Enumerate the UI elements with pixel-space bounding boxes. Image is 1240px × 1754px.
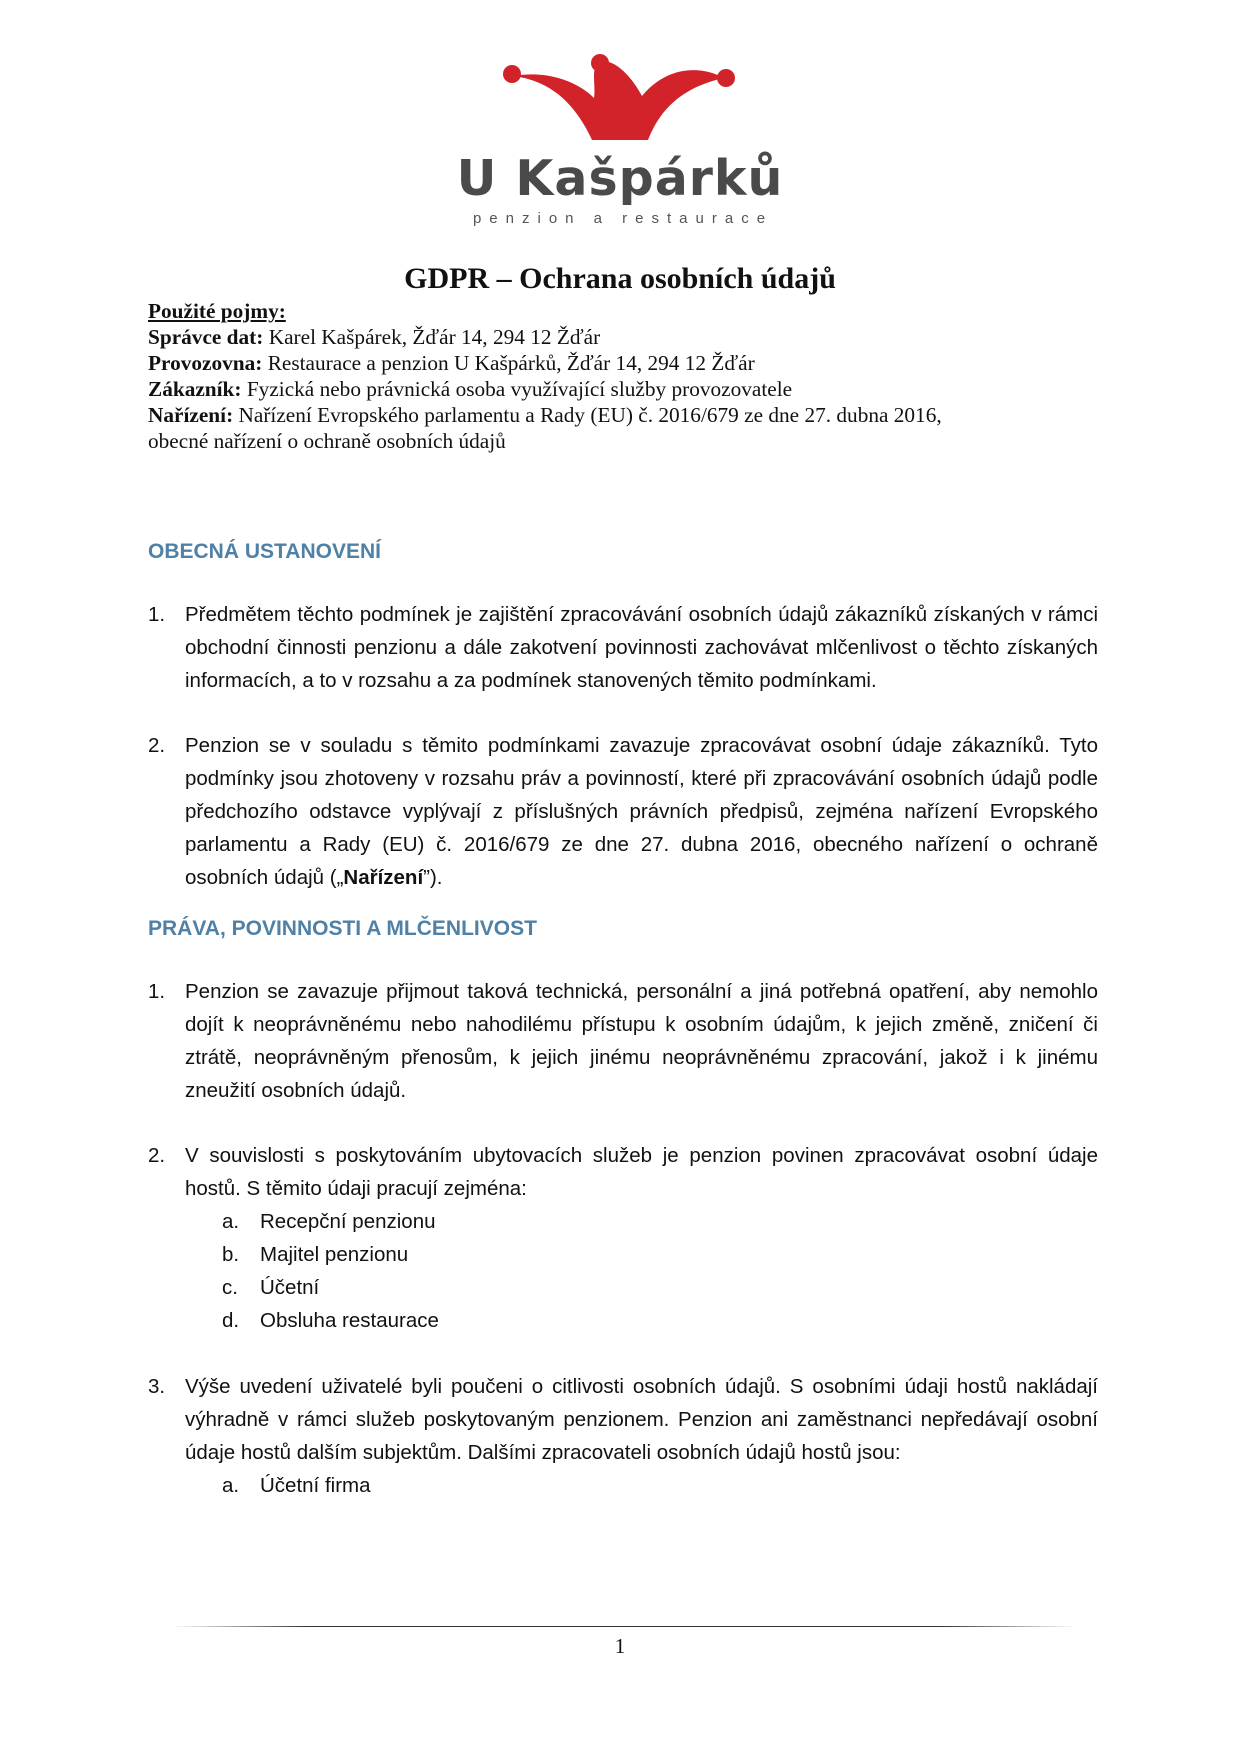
sub-list-item: c. Účetní — [222, 1276, 320, 1299]
jester-hat-icon — [500, 52, 740, 147]
list-item — [148, 1139, 1098, 1205]
item-number: 1. — [148, 980, 166, 1003]
list-item — [148, 1370, 1098, 1469]
footer-divider — [172, 1626, 1076, 1627]
sub-list-item: a. Účetní firma — [222, 1474, 371, 1497]
item-text: Výše uvedení uživatelé byli poučeni o citlivosti osobních údajů. S osobními údaji hostů nakládají výhradně v rámci služeb poskytovaným penzionem. Penzion ani zaměstnanci nepředávají osobní údaje hostů dalším subjektům. Dalšími zpracovateli osobních údajů hostů jsou: — [185, 1375, 1098, 1464]
item-number: 2. — [148, 1144, 166, 1167]
company-logo — [0, 52, 1240, 242]
item-text: V souvislosti s poskytováním ubytovacích služeb je penzion povinen zpracovávat osobní údaje hostů. S těmito údaji pracují zejména: — [185, 1144, 1098, 1200]
logo-tagline: penzion a restaurace — [472, 210, 774, 227]
sub-list-item: d. Obsluha restaurace — [222, 1309, 439, 1332]
sub-list-item: b. Majitel penzionu — [222, 1243, 409, 1266]
definitions-heading: Použité pojmy: — [148, 299, 286, 323]
definition-term: Zákazník: — [148, 377, 242, 401]
definition-term: Nařízení: — [148, 403, 234, 427]
definition-term: Provozovna: — [148, 351, 263, 375]
item-number: 3. — [148, 1375, 166, 1398]
definition-row — [148, 324, 1108, 350]
definition-term: Správce dat: — [148, 325, 264, 349]
item-text: Penzion se zavazuje přijmout taková technická, personální a jiná potřebná opatření, aby nemohlo dojít k neoprávněnému nebo nahodilému přístupu k osobním údajům, k jejich změně, zničení či ztrátě, neoprávněným přenosům, k jejich jinému neoprávněnému zpracování, jakož i k jinému zneužití osobních údajů. — [185, 980, 1098, 1102]
item-text: Penzion se v souladu s těmito podmínkami zavazuje zpracovávat osobní údaje zákazníků. Tyto podmínky jsou zhotoveny v rozsahu práv a povinností, které při zpracovávání osobních údajů podle předchozího odstavce vyplývají z příslušných právních předpisů, zejména nařízení Evropského parlamentu a Rady (EU) č. 2016/679 ze dne 27. dubna 2016, obecného nařízení o ochraně osobních údajů („Nařízení”). — [185, 734, 1098, 889]
list-item — [148, 975, 1098, 1107]
definition-value: Restaurace a penzion U Kašpárků, Žďár 14, 294 12 Žďár — [267, 351, 755, 375]
page-number: 1 — [614, 1634, 626, 1658]
definition-value: Karel Kašpárek, Žďár 14, 294 12 Žďár — [268, 325, 601, 349]
definition-row — [148, 350, 1108, 376]
list-item — [148, 729, 1098, 894]
item-number: 1. — [148, 603, 166, 626]
item-text: Předmětem těchto podmínek je zajištění zpracovávání osobních údajů zákazníků získaných v rámci obchodní činnosti penzionu a dále zakotvení povinnosti zachovávat mlčenlivost o těchto získaných informacích, a to v rozsahu a za podmínek stanovených těmito podmínkami. — [185, 603, 1098, 692]
definition-value: Nařízení Evropského parlamentu a Rady (EU) č. 2016/679 ze dne 27. dubna 2016, — [238, 403, 942, 427]
sub-list-item: a. Recepční penzionu — [222, 1210, 436, 1233]
document-title: GDPR – Ochrana osobních údajů — [404, 262, 836, 295]
item-number: 2. — [148, 734, 166, 757]
item-bold-term: Nařízení — [343, 866, 424, 889]
section-heading-rights: PRÁVA, POVINNOSTI A MLČENLIVOST — [148, 917, 537, 940]
definition-row — [148, 402, 1108, 428]
definition-row — [148, 376, 1108, 402]
list-item — [148, 598, 1098, 697]
section-heading-general: OBECNÁ USTANOVENÍ — [148, 540, 381, 563]
definition-value: Fyzická nebo právnická osoba využívající služby provozovatele — [246, 377, 793, 401]
definitions-block — [148, 298, 1108, 454]
logo-name: U Kašpárků — [456, 150, 784, 207]
definition-continuation: obecné nařízení o ochraně osobních údajů — [148, 429, 506, 453]
